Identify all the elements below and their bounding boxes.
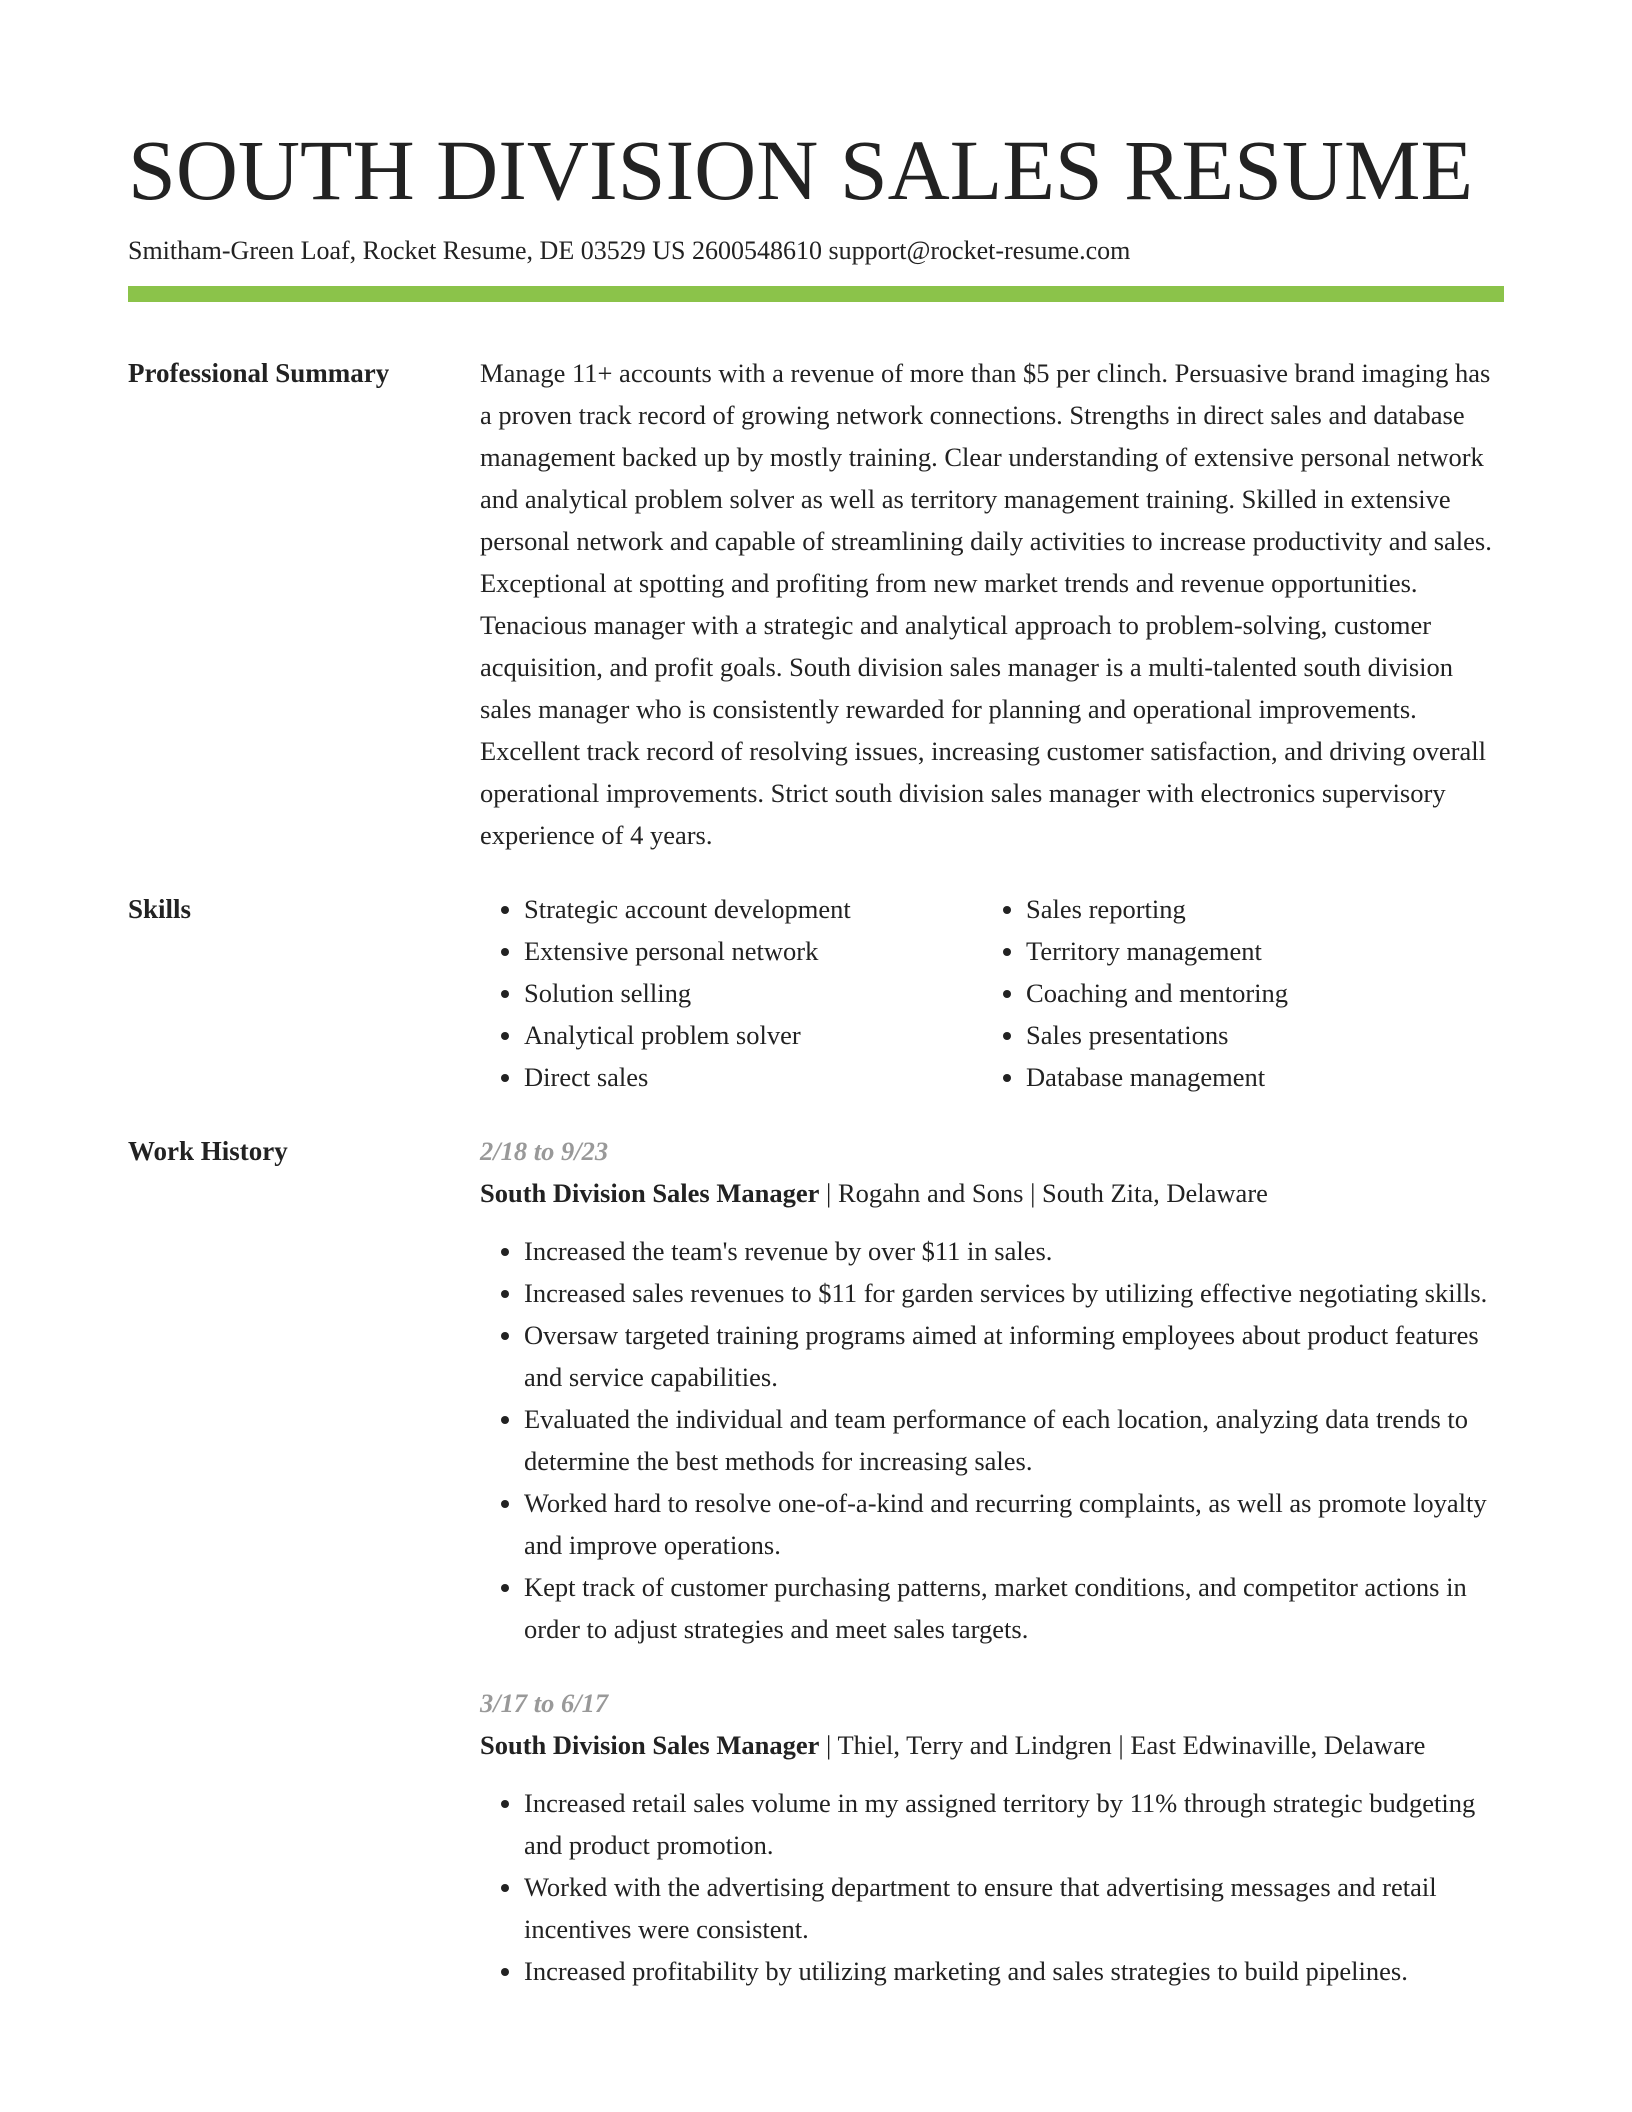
job-dates: 2/18 to 9/23 bbox=[480, 1136, 609, 1166]
skill-item: • Strategic account development bbox=[524, 888, 982, 930]
job-bullet: • Increased the team's revenue by over $11 in sales. bbox=[524, 1230, 1504, 1272]
skill-item: • Territory management bbox=[1026, 930, 1504, 972]
skill-item: • Database management bbox=[1026, 1056, 1504, 1098]
job-bullet: • Evaluated the individual and team performance of each location, analyzing data trends to determine the best methods for increasing sales. bbox=[524, 1398, 1504, 1482]
professional-summary-section bbox=[128, 352, 1504, 856]
job-bullet: • Increased retail sales volume in my assigned territory by 11% through strategic budgeting and product promotion. bbox=[524, 1782, 1504, 1866]
job-header bbox=[480, 1172, 1504, 1214]
job-bullet: • Kept track of customer purchasing patterns, market conditions, and competitor actions in order to adjust strategies and meet sales targets. bbox=[524, 1566, 1504, 1650]
section-label-work: Work History bbox=[128, 1136, 288, 1166]
contact-line: Smitham-Green Loaf, Rocket Resume, DE 03529 US 2600548610 support@rocket-resume.com bbox=[128, 236, 1131, 265]
job-entry bbox=[480, 1682, 1504, 1992]
job-header bbox=[480, 1724, 1504, 1766]
summary-text: Manage 11+ accounts with a revenue of more than $5 per clinch. Persuasive brand imaging has a proven track record of growing network connections. Strengths in direct sales and database management backed up by mostly training. Clear understanding of extensive personal network and analytical problem solver as well as territory management training. Skilled in extensive personal network and capable of streamlining daily activities to increase productivity and sales. Exceptional at spotting and profiting from new market trends and revenue opportunities. Tenacious manager with a strategic and analytical approach to problem-solving, customer acquisition, and profit goals. South division sales manager is a multi-talented south division sales manager who is consistently rewarded for planning and operational improvements. Excellent track record of resolving issues, increasing customer satisfaction, and driving overall operational improvements. Strict south division sales manager with electronics supervisory experience of 4 years. bbox=[480, 358, 1492, 850]
section-label-summary: Professional Summary bbox=[128, 358, 390, 388]
skill-item: • Sales reporting bbox=[1026, 888, 1504, 930]
job-bullets bbox=[480, 1230, 1504, 1650]
section-label-skills: Skills bbox=[128, 894, 192, 924]
skill-item: • Sales presentations bbox=[1026, 1014, 1504, 1056]
work-history-body bbox=[480, 1130, 1504, 1992]
resume-page bbox=[128, 118, 1504, 1992]
job-bullet: • Worked hard to resolve one-of-a-kind and recurring complaints, as well as promote loyalty and improve operations. bbox=[524, 1482, 1504, 1566]
job-bullet: • Increased sales revenues to $11 for garden services by utilizing effective negotiating skills. bbox=[524, 1272, 1504, 1314]
skill-item: • Extensive personal network bbox=[524, 930, 982, 972]
resume-title: SOUTH DIVISION SALES RESUME bbox=[128, 122, 1474, 218]
skill-item: • Analytical problem solver bbox=[524, 1014, 982, 1056]
job-bullet: • Increased profitability by utilizing marketing and sales strategies to build pipelines. bbox=[524, 1950, 1504, 1992]
work-history-section bbox=[128, 1130, 1504, 1992]
job-bullet: • Oversaw targeted training programs aimed at informing employees about product features and service capabilities. bbox=[524, 1314, 1504, 1398]
accent-divider bbox=[128, 286, 1504, 302]
job-title: South Division Sales Manager bbox=[480, 1178, 820, 1208]
job-dates: 3/17 to 6/17 bbox=[480, 1688, 609, 1718]
skill-item: • Coaching and mentoring bbox=[1026, 972, 1504, 1014]
skills-list-right bbox=[982, 888, 1504, 1098]
job-bullets bbox=[480, 1782, 1504, 1992]
job-title: South Division Sales Manager bbox=[480, 1730, 820, 1760]
job-details: | Rogahn and Sons | South Zita, Delaware bbox=[819, 1178, 1268, 1208]
skills-section bbox=[128, 888, 1504, 1098]
skill-item: • Solution selling bbox=[524, 972, 982, 1014]
skills-columns bbox=[480, 888, 1504, 1098]
job-details: | Thiel, Terry and Lindgren | East Edwinaville, Delaware bbox=[819, 1730, 1426, 1760]
job-entry bbox=[480, 1130, 1504, 1650]
skills-list-left bbox=[480, 888, 982, 1098]
job-bullet: • Worked with the advertising department to ensure that advertising messages and retail incentives were consistent. bbox=[524, 1866, 1504, 1950]
skill-item: • Direct sales bbox=[524, 1056, 982, 1098]
summary-body bbox=[480, 352, 1504, 856]
